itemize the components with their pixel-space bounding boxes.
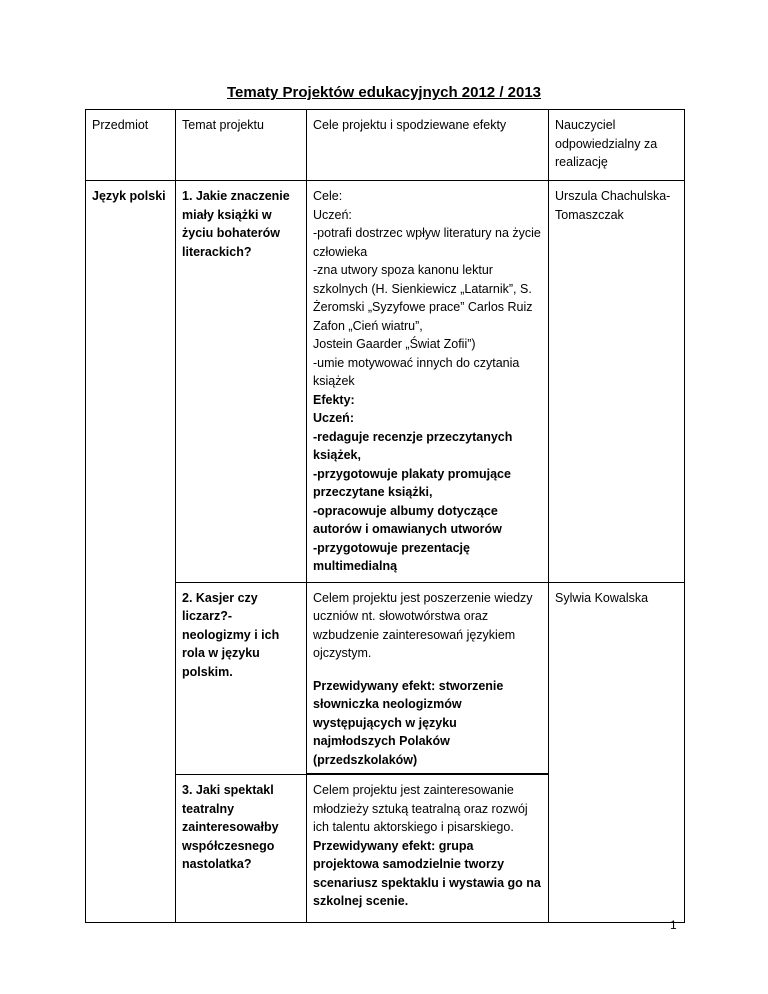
header-subject: Przedmiot bbox=[86, 110, 176, 181]
goal-line: -potrafi dostrzec wpływ literatury na życie człowieka bbox=[313, 226, 541, 259]
effect-line: Efekty: bbox=[313, 392, 355, 407]
header-teacher: Nauczyciel odpowiedzialny za realizację bbox=[549, 110, 685, 181]
teacher-cell: Urszula Chachulska-Tomaszczak bbox=[549, 181, 685, 583]
goal-line: -zna utwory spoza kanonu lektur szkolnych (H. Sienkiewicz „Latarnik”, S. Żeromski „Syzyfowe prace” Carlos Ruiz Zafon „Cień wiatru”, bbox=[313, 263, 533, 333]
table-header-row bbox=[86, 110, 685, 181]
header-topic: Temat projektu bbox=[176, 110, 307, 181]
goal-text: Celem projektu jest zainteresowanie młodzieży sztuką teatralną oraz rozwój ich talentu aktorskiego i pisarskiego. bbox=[313, 783, 528, 834]
effect-line: -przygotowuje plakaty promujące przeczytane książki, bbox=[313, 466, 511, 499]
effect-text: Przewidywany efekt: stworzenie słowniczka neologizmów występujących w języku najmłodszych Polaków (przedszkolaków) bbox=[313, 678, 504, 767]
goal-line: Uczeń: bbox=[313, 207, 352, 222]
projects-table bbox=[85, 109, 685, 923]
subject-cell: Język polski bbox=[86, 181, 176, 923]
teacher-cell: Sylwia Kowalska bbox=[549, 582, 685, 923]
topic-cell: 1. Jakie znaczenie miały książki w życiu bohaterów literackich? bbox=[176, 181, 307, 583]
goal-text: Celem projektu jest poszerzenie wiedzy uczniów nt. słowotwórstwa oraz wzbudzenie zainteresowań językiem ojczystym. bbox=[313, 590, 533, 660]
goal-line: -umie motywować innych do czytania książek bbox=[313, 355, 520, 388]
effect-text: Przewidywany efekt: grupa projektowa samodzielnie tworzy scenariusz spektaklu i wystawia go na szkolnej scenie. bbox=[313, 838, 541, 908]
goals-cell bbox=[307, 181, 549, 583]
goal-line: Jostein Gaarder „Świat Zofii”) bbox=[313, 337, 476, 351]
effect-line: Uczeń: bbox=[313, 411, 354, 425]
topic-cell: 3. Jaki spektakl teatralny zainteresowałby współczesnego nastolatka? bbox=[176, 775, 307, 923]
goals-cell bbox=[307, 775, 549, 923]
effect-line: -redaguje recenzje przeczytanych książek, bbox=[313, 429, 513, 462]
effect-line: -opracowuje albumy dotyczące autorów i omawianych utworów bbox=[313, 503, 502, 536]
effect-line: -przygotowuje prezentację multimedialną bbox=[313, 540, 470, 573]
table-row bbox=[86, 181, 685, 583]
goal-line: Cele: bbox=[313, 189, 343, 203]
header-goals: Cele projektu i spodziewane efekty bbox=[307, 110, 549, 181]
page-number: 1 bbox=[670, 918, 677, 932]
goals-cell bbox=[307, 582, 549, 775]
table-row bbox=[86, 582, 685, 775]
document-title: Tematy Projektów edukacyjnych 2012 / 2013 bbox=[226, 84, 542, 101]
topic-cell: 2. Kasjer czy liczarz?- neologizmy i ich rola w języku polskim. bbox=[176, 582, 307, 775]
